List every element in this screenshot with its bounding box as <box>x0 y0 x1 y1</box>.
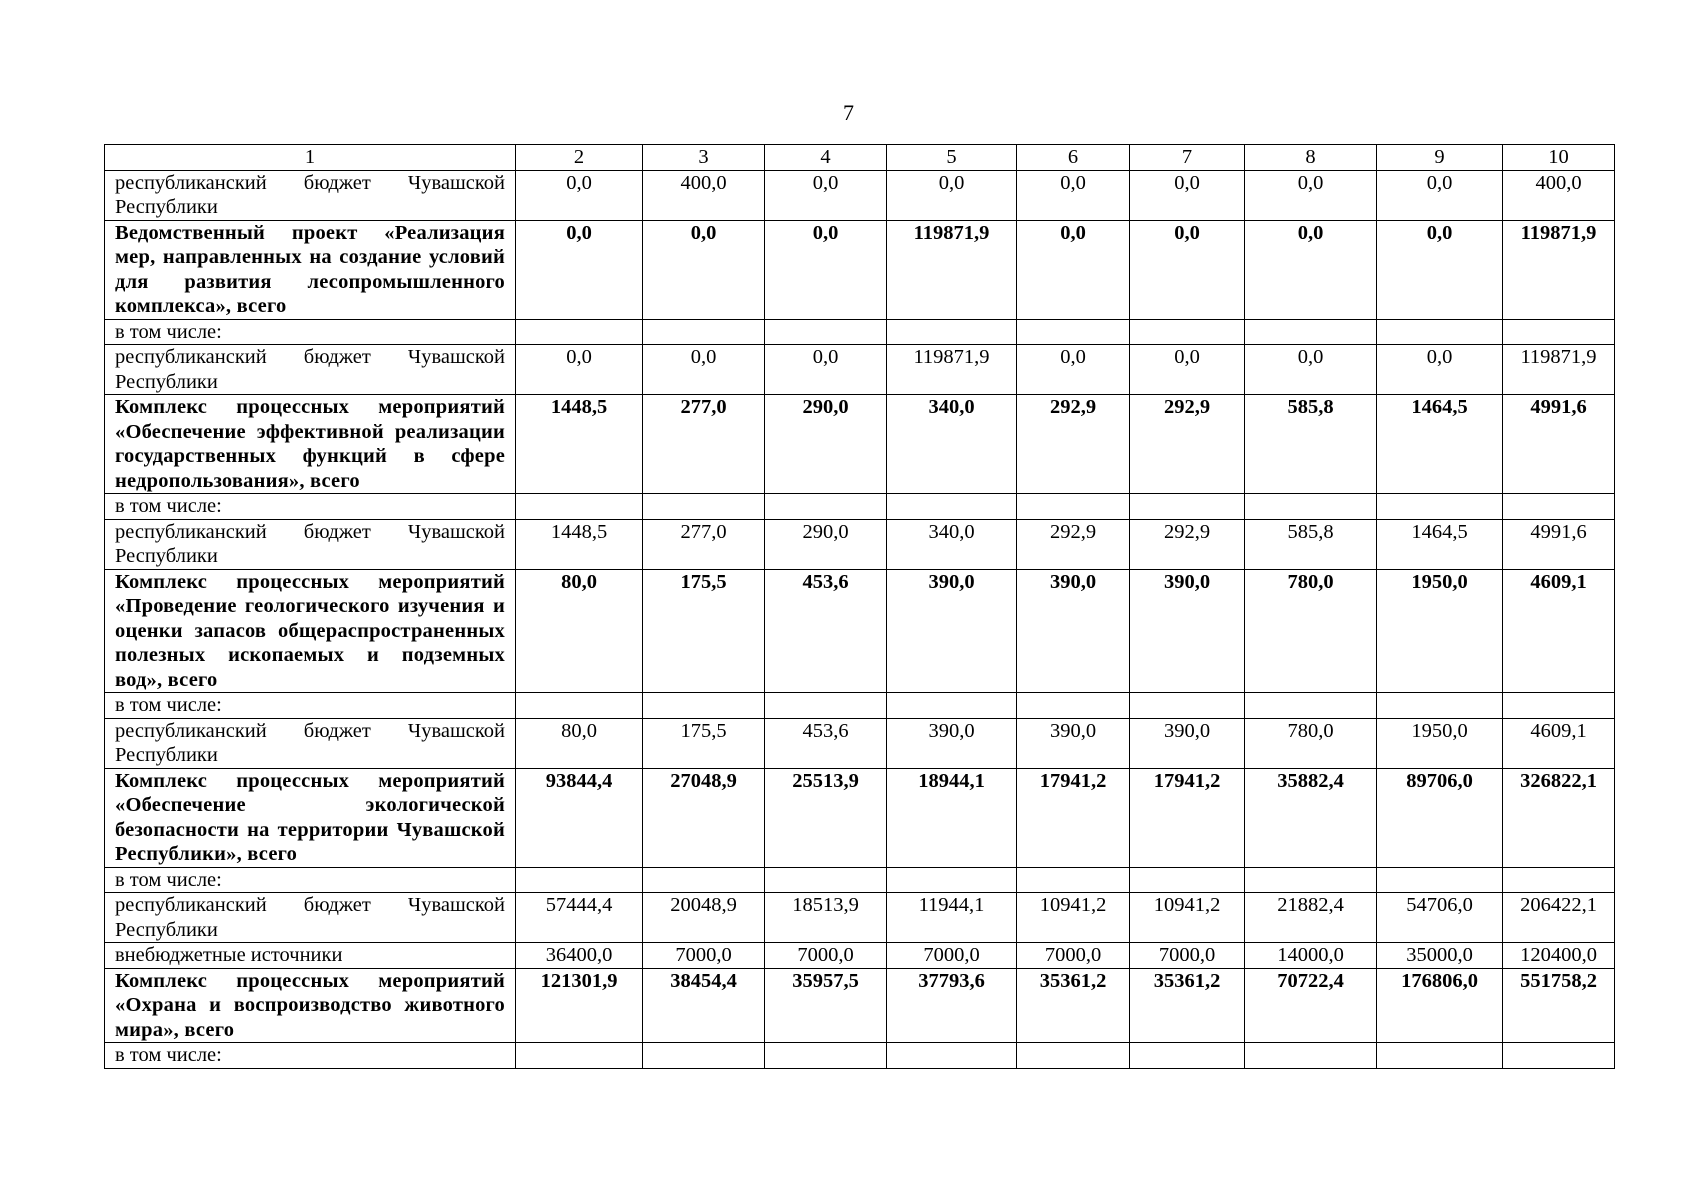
value-cell: 390,0 <box>1017 718 1130 768</box>
value-cell <box>1245 693 1377 719</box>
value-cell: 780,0 <box>1245 569 1377 693</box>
value-cell <box>1503 494 1615 520</box>
value-cell: 11944,1 <box>887 893 1017 943</box>
value-cell: 1950,0 <box>1377 569 1503 693</box>
table-row <box>105 893 1615 943</box>
column-number-row <box>105 145 1615 171</box>
value-cell: 10941,2 <box>1017 893 1130 943</box>
value-cell: 4991,6 <box>1503 519 1615 569</box>
value-cell <box>516 319 643 345</box>
value-cell: 93844,4 <box>516 768 643 867</box>
value-cell: 7000,0 <box>1130 943 1245 969</box>
table-row-total <box>105 768 1615 867</box>
value-cell: 400,0 <box>643 170 765 220</box>
value-cell: 120400,0 <box>1503 943 1615 969</box>
value-cell: 7000,0 <box>643 943 765 969</box>
row-label-cell: внебюджетные источники <box>105 943 516 969</box>
column-number-cell: 8 <box>1245 145 1377 171</box>
table-row <box>105 319 1615 345</box>
value-cell <box>765 319 887 345</box>
value-cell: 0,0 <box>1377 345 1503 395</box>
table-row <box>105 718 1615 768</box>
value-cell: 57444,4 <box>516 893 643 943</box>
value-cell <box>887 693 1017 719</box>
value-cell: 1448,5 <box>516 395 643 494</box>
value-cell: 206422,1 <box>1503 893 1615 943</box>
value-cell <box>887 1043 1017 1069</box>
value-cell: 0,0 <box>516 220 643 319</box>
value-cell <box>1245 319 1377 345</box>
value-cell: 119871,9 <box>887 345 1017 395</box>
table-row <box>105 867 1615 893</box>
value-cell: 18944,1 <box>887 768 1017 867</box>
value-cell: 0,0 <box>1017 220 1130 319</box>
value-cell: 290,0 <box>765 395 887 494</box>
value-cell <box>516 1043 643 1069</box>
value-cell: 340,0 <box>887 519 1017 569</box>
column-number-cell: 2 <box>516 145 643 171</box>
row-label-cell: Комплекс процессных мероприятий «Обеспечение экологической безопасности на территории Чувашской Республики», всего <box>105 768 516 867</box>
value-cell: 4609,1 <box>1503 569 1615 693</box>
value-cell <box>1377 693 1503 719</box>
value-cell <box>765 693 887 719</box>
value-cell <box>1017 319 1130 345</box>
row-label-cell: республиканский бюджет Чувашской Республики <box>105 893 516 943</box>
table-row-total <box>105 569 1615 693</box>
value-cell: 0,0 <box>516 170 643 220</box>
value-cell <box>1130 1043 1245 1069</box>
column-number-cell: 4 <box>765 145 887 171</box>
value-cell: 119871,9 <box>1503 345 1615 395</box>
value-cell <box>887 319 1017 345</box>
value-cell <box>1130 867 1245 893</box>
value-cell: 54706,0 <box>1377 893 1503 943</box>
table-row <box>105 519 1615 569</box>
value-cell: 292,9 <box>1017 519 1130 569</box>
table-row-total <box>105 220 1615 319</box>
value-cell: 121301,9 <box>516 968 643 1043</box>
row-label-cell: Комплекс процессных мероприятий «Проведение геологического изучения и оценки запасов общераспространенных полезных ископаемых и подземных вод», всего <box>105 569 516 693</box>
column-number-cell: 10 <box>1503 145 1615 171</box>
page-number: 7 <box>843 100 854 125</box>
value-cell: 390,0 <box>1130 718 1245 768</box>
value-cell: 20048,9 <box>643 893 765 943</box>
row-label-cell: республиканский бюджет Чувашской Республики <box>105 345 516 395</box>
row-label-cell: в том числе: <box>105 319 516 345</box>
value-cell <box>1017 867 1130 893</box>
value-cell: 0,0 <box>765 220 887 319</box>
value-cell: 4991,6 <box>1503 395 1615 494</box>
value-cell: 175,5 <box>643 569 765 693</box>
value-cell <box>1503 319 1615 345</box>
value-cell: 35361,2 <box>1017 968 1130 1043</box>
value-cell: 585,8 <box>1245 395 1377 494</box>
value-cell <box>765 1043 887 1069</box>
value-cell: 0,0 <box>643 345 765 395</box>
value-cell: 0,0 <box>1017 170 1130 220</box>
row-label-cell: республиканский бюджет Чувашской Республики <box>105 718 516 768</box>
table-row-total <box>105 395 1615 494</box>
value-cell <box>643 1043 765 1069</box>
value-cell <box>1017 494 1130 520</box>
table-row <box>105 943 1615 969</box>
value-cell: 453,6 <box>765 569 887 693</box>
value-cell: 453,6 <box>765 718 887 768</box>
value-cell: 4609,1 <box>1503 718 1615 768</box>
value-cell <box>1017 693 1130 719</box>
row-label-cell: в том числе: <box>105 867 516 893</box>
column-number-cell: 9 <box>1377 145 1503 171</box>
value-cell: 0,0 <box>1377 220 1503 319</box>
value-cell: 0,0 <box>1245 170 1377 220</box>
value-cell: 175,5 <box>643 718 765 768</box>
value-cell <box>516 494 643 520</box>
value-cell: 780,0 <box>1245 718 1377 768</box>
table-row <box>105 345 1615 395</box>
value-cell: 277,0 <box>643 519 765 569</box>
value-cell <box>1377 319 1503 345</box>
value-cell: 292,9 <box>1130 395 1245 494</box>
row-label-cell: Комплекс процессных мероприятий «Охрана и воспроизводство животного мира», всего <box>105 968 516 1043</box>
table-row <box>105 693 1615 719</box>
value-cell: 290,0 <box>765 519 887 569</box>
value-cell: 1950,0 <box>1377 718 1503 768</box>
value-cell: 80,0 <box>516 569 643 693</box>
value-cell: 176806,0 <box>1377 968 1503 1043</box>
value-cell: 292,9 <box>1017 395 1130 494</box>
value-cell <box>643 693 765 719</box>
value-cell <box>765 867 887 893</box>
value-cell: 70722,4 <box>1245 968 1377 1043</box>
value-cell: 292,9 <box>1130 519 1245 569</box>
value-cell: 119871,9 <box>887 220 1017 319</box>
value-cell: 400,0 <box>1503 170 1615 220</box>
table-row <box>105 494 1615 520</box>
value-cell: 1464,5 <box>1377 395 1503 494</box>
value-cell: 7000,0 <box>1017 943 1130 969</box>
value-cell: 0,0 <box>516 345 643 395</box>
value-cell: 340,0 <box>887 395 1017 494</box>
value-cell <box>1503 693 1615 719</box>
column-number-cell: 6 <box>1017 145 1130 171</box>
value-cell <box>1130 693 1245 719</box>
value-cell <box>1130 319 1245 345</box>
value-cell: 35957,5 <box>765 968 887 1043</box>
value-cell: 1464,5 <box>1377 519 1503 569</box>
value-cell: 551758,2 <box>1503 968 1615 1043</box>
column-number-cell: 1 <box>105 145 516 171</box>
value-cell: 390,0 <box>1017 569 1130 693</box>
budget-table <box>104 144 1615 1069</box>
value-cell <box>1503 867 1615 893</box>
value-cell: 27048,9 <box>643 768 765 867</box>
value-cell: 277,0 <box>643 395 765 494</box>
value-cell <box>887 867 1017 893</box>
value-cell <box>765 494 887 520</box>
row-label-cell: Комплекс процессных мероприятий «Обеспечение эффективной реализации государственных функций в сфере недропользования», всего <box>105 395 516 494</box>
row-label-cell: республиканский бюджет Чувашской Республики <box>105 519 516 569</box>
value-cell: 18513,9 <box>765 893 887 943</box>
value-cell: 0,0 <box>1245 345 1377 395</box>
value-cell <box>1017 1043 1130 1069</box>
row-label-cell: Ведомственный проект «Реализация мер, направленных на создание условий для развития лесопромышленного комплекса», всего <box>105 220 516 319</box>
value-cell: 119871,9 <box>1503 220 1615 319</box>
value-cell: 1448,5 <box>516 519 643 569</box>
value-cell: 0,0 <box>1245 220 1377 319</box>
value-cell <box>887 494 1017 520</box>
value-cell: 390,0 <box>887 569 1017 693</box>
value-cell: 0,0 <box>1130 220 1245 319</box>
value-cell: 89706,0 <box>1377 768 1503 867</box>
value-cell: 17941,2 <box>1017 768 1130 867</box>
value-cell: 390,0 <box>887 718 1017 768</box>
row-label-cell: в том числе: <box>105 693 516 719</box>
value-cell <box>1377 1043 1503 1069</box>
row-label-cell: в том числе: <box>105 1043 516 1069</box>
column-number-cell: 7 <box>1130 145 1245 171</box>
value-cell: 0,0 <box>765 345 887 395</box>
value-cell: 0,0 <box>1130 345 1245 395</box>
value-cell: 0,0 <box>1017 345 1130 395</box>
table-body <box>105 145 1615 1069</box>
value-cell: 35361,2 <box>1130 968 1245 1043</box>
value-cell <box>643 867 765 893</box>
value-cell: 17941,2 <box>1130 768 1245 867</box>
value-cell: 80,0 <box>516 718 643 768</box>
value-cell: 585,8 <box>1245 519 1377 569</box>
value-cell: 35882,4 <box>1245 768 1377 867</box>
value-cell <box>516 693 643 719</box>
value-cell <box>1130 494 1245 520</box>
value-cell <box>1245 867 1377 893</box>
value-cell <box>1503 1043 1615 1069</box>
value-cell: 0,0 <box>765 170 887 220</box>
value-cell: 25513,9 <box>765 768 887 867</box>
value-cell: 0,0 <box>643 220 765 319</box>
value-cell: 326822,1 <box>1503 768 1615 867</box>
value-cell: 7000,0 <box>765 943 887 969</box>
value-cell: 0,0 <box>887 170 1017 220</box>
value-cell <box>643 319 765 345</box>
value-cell <box>1377 867 1503 893</box>
table-row-total <box>105 968 1615 1043</box>
row-label-cell: республиканский бюджет Чувашской Республики <box>105 170 516 220</box>
value-cell: 7000,0 <box>887 943 1017 969</box>
value-cell: 38454,4 <box>643 968 765 1043</box>
value-cell: 36400,0 <box>516 943 643 969</box>
value-cell <box>516 867 643 893</box>
table-row <box>105 170 1615 220</box>
value-cell: 37793,6 <box>887 968 1017 1043</box>
value-cell <box>1245 494 1377 520</box>
table-row <box>105 1043 1615 1069</box>
value-cell: 0,0 <box>1130 170 1245 220</box>
value-cell <box>1377 494 1503 520</box>
value-cell: 35000,0 <box>1377 943 1503 969</box>
value-cell <box>643 494 765 520</box>
value-cell: 10941,2 <box>1130 893 1245 943</box>
column-number-cell: 5 <box>887 145 1017 171</box>
value-cell: 390,0 <box>1130 569 1245 693</box>
value-cell: 21882,4 <box>1245 893 1377 943</box>
row-label-cell: в том числе: <box>105 494 516 520</box>
value-cell: 14000,0 <box>1245 943 1377 969</box>
value-cell: 0,0 <box>1377 170 1503 220</box>
column-number-cell: 3 <box>643 145 765 171</box>
value-cell <box>1245 1043 1377 1069</box>
